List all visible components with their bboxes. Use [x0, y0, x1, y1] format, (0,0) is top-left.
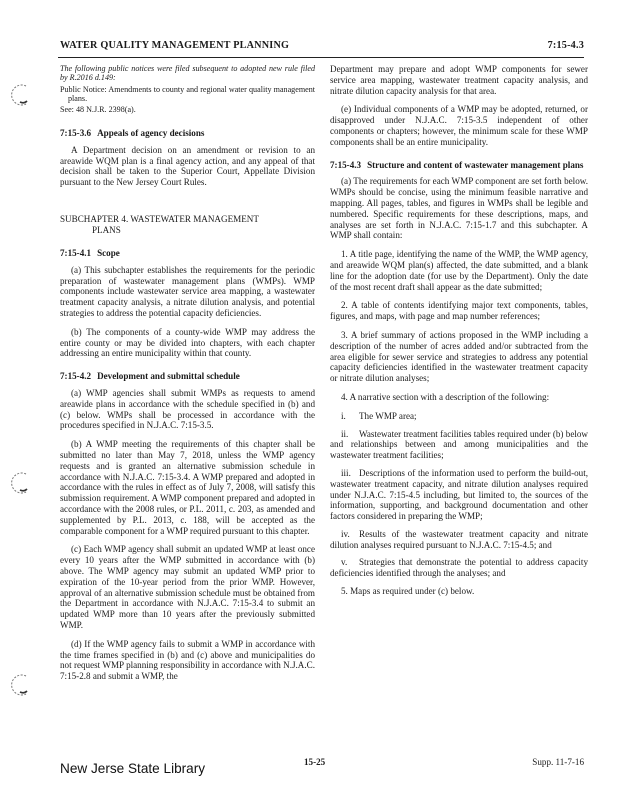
section-title: Scope — [97, 248, 120, 259]
paragraph: A Department decision on an amendment or revision to an areawide WQM plan is a final agency action, and any appeal of that decision shall be taken to the Superior Court, Appellate Division pursuant to the New Jersey Court Rules. — [60, 144, 315, 188]
sub-list-text: Results of the wastewater treatment capacity and nitrate dilution analyses required pursuant to N.J.A.C. 7:15-4.5; and — [330, 528, 588, 550]
section-number: 7:15-3.6 — [60, 128, 92, 139]
header-rule — [58, 57, 584, 58]
section-number: 7:15-4.2 — [60, 371, 92, 382]
binder-hole-icon — [6, 82, 32, 108]
section-heading-3-6 — [60, 128, 315, 139]
sub-list-numeral: v. — [341, 557, 348, 568]
sub-list-item — [330, 529, 588, 551]
paragraph: (a) The requirements for each WMP component are set forth below. WMPs should be concise, using the minimum feasible narrative and mapping. All pages, tables, and figures in WMPs shall be legible and numbered. Specific requirements for these descriptions, maps, and analyses are set forth in N.J.A.C. 7:15-1.7 and this subchapter. A WMP shall contain: — [330, 176, 588, 241]
sub-list-numeral: iii. — [341, 467, 351, 478]
paragraph: (e) Individual components of a WMP may be adopted, returned, or disapproved under N.J.A.C. 7:15-3.5 independent of other components or chapters; however, the minimum scale for these WMP components shall be an entire municipality. — [330, 104, 588, 147]
paragraph: (b) A WMP meeting the requirements of this chapter shall be submitted no later than May 7, 2018, unless the WMP agency requests and is granted an alternative submission schedule in accordance with N.J.A.C. 7:15-3.4. A WMP prepared and adopted in accordance with the rules in effect as of July 7, 2008, will satisfy this submission requirement. A WMP component prepared and adopted in accordance with the 2008 rules, or P.L. 2011, c. 203, as amended and supplemented by P.L. 2013, c. 188, will be accepted as the comparable component for a WMP required pursuant to this chapter. — [60, 439, 315, 536]
list-item: 3. A brief summary of actions proposed in the WMP including a description of the number of acres added and/or subtracted from the area eligible for sewer service and strategies to address any potential capacity deficiencies identified in the wastewater treatment capacity or nitrate dilution analyses; — [330, 329, 588, 384]
paragraph: (a) This subchapter establishes the requirements for the periodic preparation of wastewater management plans (WMPs). WMP components include wastewater service area mapping, a wastewater treatment capacity analysis, a nitrate dilution analysis, and potential strategies to address the potential capacity deficiencies. — [60, 264, 315, 318]
subchapter-title-line2: PLANS — [92, 225, 121, 236]
library-stamp: New Jerse State Library — [60, 761, 206, 776]
section-heading-4-1 — [60, 248, 315, 259]
subchapter-heading — [60, 214, 315, 236]
sub-list-numeral: iv. — [341, 528, 350, 539]
running-header — [60, 40, 584, 56]
public-notice: Public Notice: Amendments to county and regional water quality management plans. — [60, 84, 315, 104]
header-section: 7:15-4.3 — [547, 40, 584, 51]
section-title: Appeals of agency decisions — [97, 128, 205, 139]
section-number: 7:15-4.1 — [60, 248, 92, 259]
left-column — [60, 64, 315, 756]
section-title: Structure and content of wastewater management plans — [367, 159, 584, 170]
subchapter-title-line1: SUBCHAPTER 4. WASTEWATER MANAGEMENT — [60, 214, 259, 225]
right-column — [330, 64, 588, 756]
sub-list-item — [330, 557, 588, 579]
paragraph-continued: Department may prepare and adopt WMP components for sewer service area mapping, wastewater treatment capacity analysis, and nitrate dilution capacity analysis for that area. — [330, 64, 588, 96]
section-heading-4-3 — [330, 160, 588, 171]
public-notice-intro: The following public notices were filed subsequent to adopted new rule filed by R.2016 d.149: — [60, 64, 315, 83]
sub-list-numeral: i. — [341, 410, 346, 421]
supplement-date: Supp. 11-7-16 — [532, 757, 584, 767]
paragraph: (d) If the WMP agency fails to submit a WMP in accordance with the time frames specified in (b) and (c) above and municipalities do not request WMP planning responsibility in accordance with N.J.A.C. 7:15-2.8 and submit a WMP, the — [60, 638, 315, 682]
binder-hole-icon — [6, 672, 32, 698]
sub-list-text: Strategies that demonstrate the potential to address capacity deficiencies identified through the analyses; and — [330, 557, 588, 579]
binder-hole-icon — [6, 470, 32, 496]
public-notice-see: See: 48 N.J.R. 2398(a). — [60, 104, 136, 114]
sub-list-text: The WMP area; — [359, 410, 417, 421]
sub-list-item — [330, 468, 588, 522]
page-footer — [58, 757, 584, 781]
section-number: 7:15-4.3 — [330, 159, 362, 170]
sub-list-item — [330, 429, 588, 461]
sub-list-text: Wastewater treatment facilities tables required under (b) below and relationships between and among municipalities and the wastewater treatment facilities; — [330, 428, 588, 461]
list-item: 4. A narrative section with a description of the following: — [341, 391, 550, 402]
header-title: WATER QUALITY MANAGEMENT PLANNING — [60, 40, 290, 51]
sub-list-item — [330, 411, 588, 422]
paragraph: (c) Each WMP agency shall submit an updated WMP at least once every 10 years after the WMP submitted in accordance with (b) above. The WMP agency may submit an updated WMP prior to expiration of the 10-year period from the prior WMP. However, approval of an alternative submission schedule must be obtained from the Department in accordance with N.J.A.C. 7:15-3.4 to submit an updated WMP more than 10 years after the previously submitted WMP. — [60, 544, 315, 630]
paragraph: (a) WMP agencies shall submit WMPs as requests to amend areawide plans in accordance with the schedule specified in (b) and (c) below. WMPs shall be processed in accordance with the procedures specified in N.J.A.C. 7:15-3.5. — [60, 387, 315, 431]
sub-list-text: Descriptions of the information used to perform the build-out, wastewater treatment capacity, and nitrate dilution analyses required under N.J.A.C. 7:15-4.5 including, but limited to, the sources of the information, supporting, and background documentation and other factors considered in preparing the WMP; — [330, 467, 588, 522]
sub-list-numeral: ii. — [341, 428, 349, 439]
list-item: 2. A table of contents identifying major text components, tables, figures, and maps, with page and map number references; — [330, 300, 588, 322]
page-number: 15-25 — [304, 757, 326, 767]
section-title: Development and submittal schedule — [97, 371, 240, 382]
list-item: 5. Maps as required under (c) below. — [341, 586, 475, 597]
section-heading-4-2 — [60, 371, 315, 382]
list-item: 1. A title page, identifying the name of the WMP, the WMP agency, and areawide WQM plan(s) affected, the date submitted, and a blank line for the adoption date (for use by the Department). Only the date of the most recent draft shall appear as the date submitted; — [330, 249, 588, 292]
paragraph: (b) The components of a county-wide WMP may address the entire county or may be divided into chapters, with each chapter addressing an entire municipality within that county. — [60, 326, 315, 359]
